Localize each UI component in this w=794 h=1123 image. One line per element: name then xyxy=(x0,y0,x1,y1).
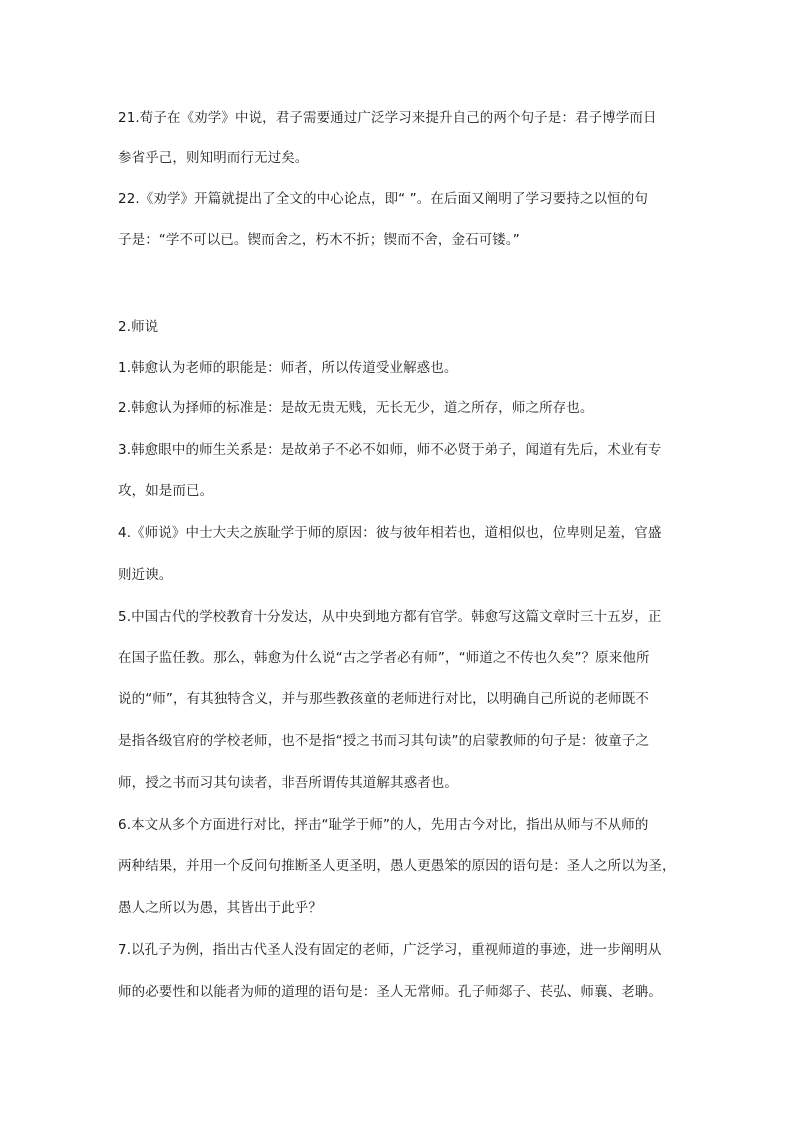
item-1-line-1: 1.韩愈认为老师的职能是：师者，所以传道受业解惑也。 xyxy=(118,360,458,376)
item-5-line-1: 5.中国古代的学校教育十分发达，从中央到地方都有官学。韩愈写这篇文章时三十五岁，正 xyxy=(118,609,662,625)
item-2-line-1: 2.韩愈认为择师的标准是：是故无贵无贱，无长无少，道之所存，师之所存也。 xyxy=(118,400,594,416)
item-5-line-2: 在国子监任教。那么，韩愈为什么说“古之学者必有师”，“师道之不传也久矣”？原来他所 xyxy=(118,650,650,666)
q21-line-2: 参省乎己，则知明而行无过矣。 xyxy=(118,150,309,166)
item-5-line-5: 师，授之书而习其句读者，非吾所谓传其道解其惑者也。 xyxy=(118,775,458,791)
q22-line-1: 22.《劝学》开篇就提出了全文的中心论点，即“ ”。在后面又阐明了学习要持之以恒的句 xyxy=(118,191,648,207)
item-3-line-2: 攻，如是而已。 xyxy=(118,483,214,499)
item-6-line-3: 愚人之所以为愚，其皆出于此乎？ xyxy=(118,900,322,916)
item-7-line-2: 师的必要性和以能者为师的道理的语句是：圣人无常师。孔子师郯子、苌弘、师襄、老聃。 xyxy=(118,984,662,1000)
item-4-line-2: 则近谀。 xyxy=(118,567,173,583)
item-6-line-2: 两种结果，并用一个反问句推断圣人更圣明，愚人更愚笨的原因的语句是：圣人之所以为圣， xyxy=(118,858,676,874)
item-4-line-1: 4.《师说》中士大夫之族耻学于师的原因：彼与彼年相若也，道相似也，位卑则足羞，官盛 xyxy=(118,525,662,541)
item-5-line-4: 是指各级官府的学校老师，也不是指“授之书而习其句读”的启蒙教师的句子是：彼童子之 xyxy=(118,733,649,749)
item-7-line-1: 7.以孔子为例，指出古代圣人没有固定的老师，广泛学习，重视师道的事迹，进一步阐明从 xyxy=(118,942,662,958)
q21-line-1: 21.荀子在《劝学》中说，君子需要通过广泛学习来提升自己的两个句子是：君子博学而日 xyxy=(118,110,657,126)
section-title-shishuo: 2.师说 xyxy=(118,319,159,335)
q22-line-2: 子是：“学不可以已。锲而舍之，朽木不折；锲而不舍，金石可镂。” xyxy=(118,232,520,248)
item-6-line-1: 6.本文从多个方面进行对比，抨击“耻学于师”的人，先用古今对比，指出从师与不从师的 xyxy=(118,817,649,833)
item-5-line-3: 说的“师”，有其独特含义，并与那些教孩童的老师进行对比，以明确自己所说的老师既不 xyxy=(118,691,649,707)
item-3-line-1: 3.韩愈眼中的师生关系是：是故弟子不必不如师，师不必贤于弟子，闻道有先后，术业有专 xyxy=(118,442,662,458)
